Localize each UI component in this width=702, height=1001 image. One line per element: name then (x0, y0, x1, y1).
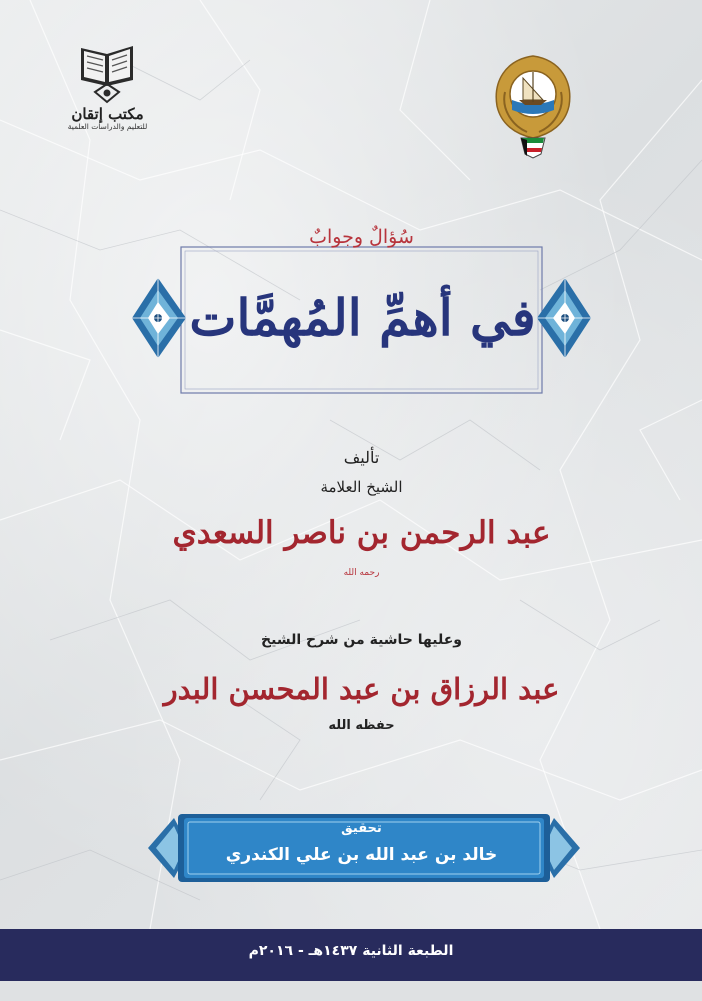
arabesque-ornament-left-icon (128, 268, 188, 368)
kuwait-coat-of-arms-icon (487, 52, 579, 162)
author-label: تأليف (343, 448, 380, 467)
commentator-prayer: حفظه الله (328, 718, 395, 733)
publisher-logo (50, 40, 165, 150)
editor-name: خالد بن عبد الله بن علي الكندري (225, 845, 498, 865)
open-book-stack-icon (73, 40, 143, 104)
edition-text: الطبعة الثانية ١٤٣٧هـ - ٢٠١٦م (248, 943, 454, 959)
author-prayer: رحمه الله (343, 568, 380, 578)
book-title: في أهمِّ المُهمَّات (189, 288, 536, 347)
publisher-name: مكتب إتقان (71, 105, 144, 123)
author-name: عبد الرحمن بن ناصر السعدي (172, 515, 551, 551)
book-subtitle: سُؤالٌ وجوابٌ (309, 226, 414, 248)
arabesque-ornament-right-icon (535, 268, 595, 368)
commentator-name: عبد الرزاق بن عبد المحسن البدر (163, 672, 560, 706)
editor-label: تحقيق (341, 821, 382, 836)
bottom-strip (0, 981, 702, 1001)
publisher-subtitle: للتعليم والدراسات العلمية (67, 122, 148, 131)
author-honorific: الشيخ العلامة (320, 478, 403, 496)
edition-footer (0, 929, 702, 981)
commentary-label: وعليها حاشية من شرح الشيخ (261, 632, 462, 648)
